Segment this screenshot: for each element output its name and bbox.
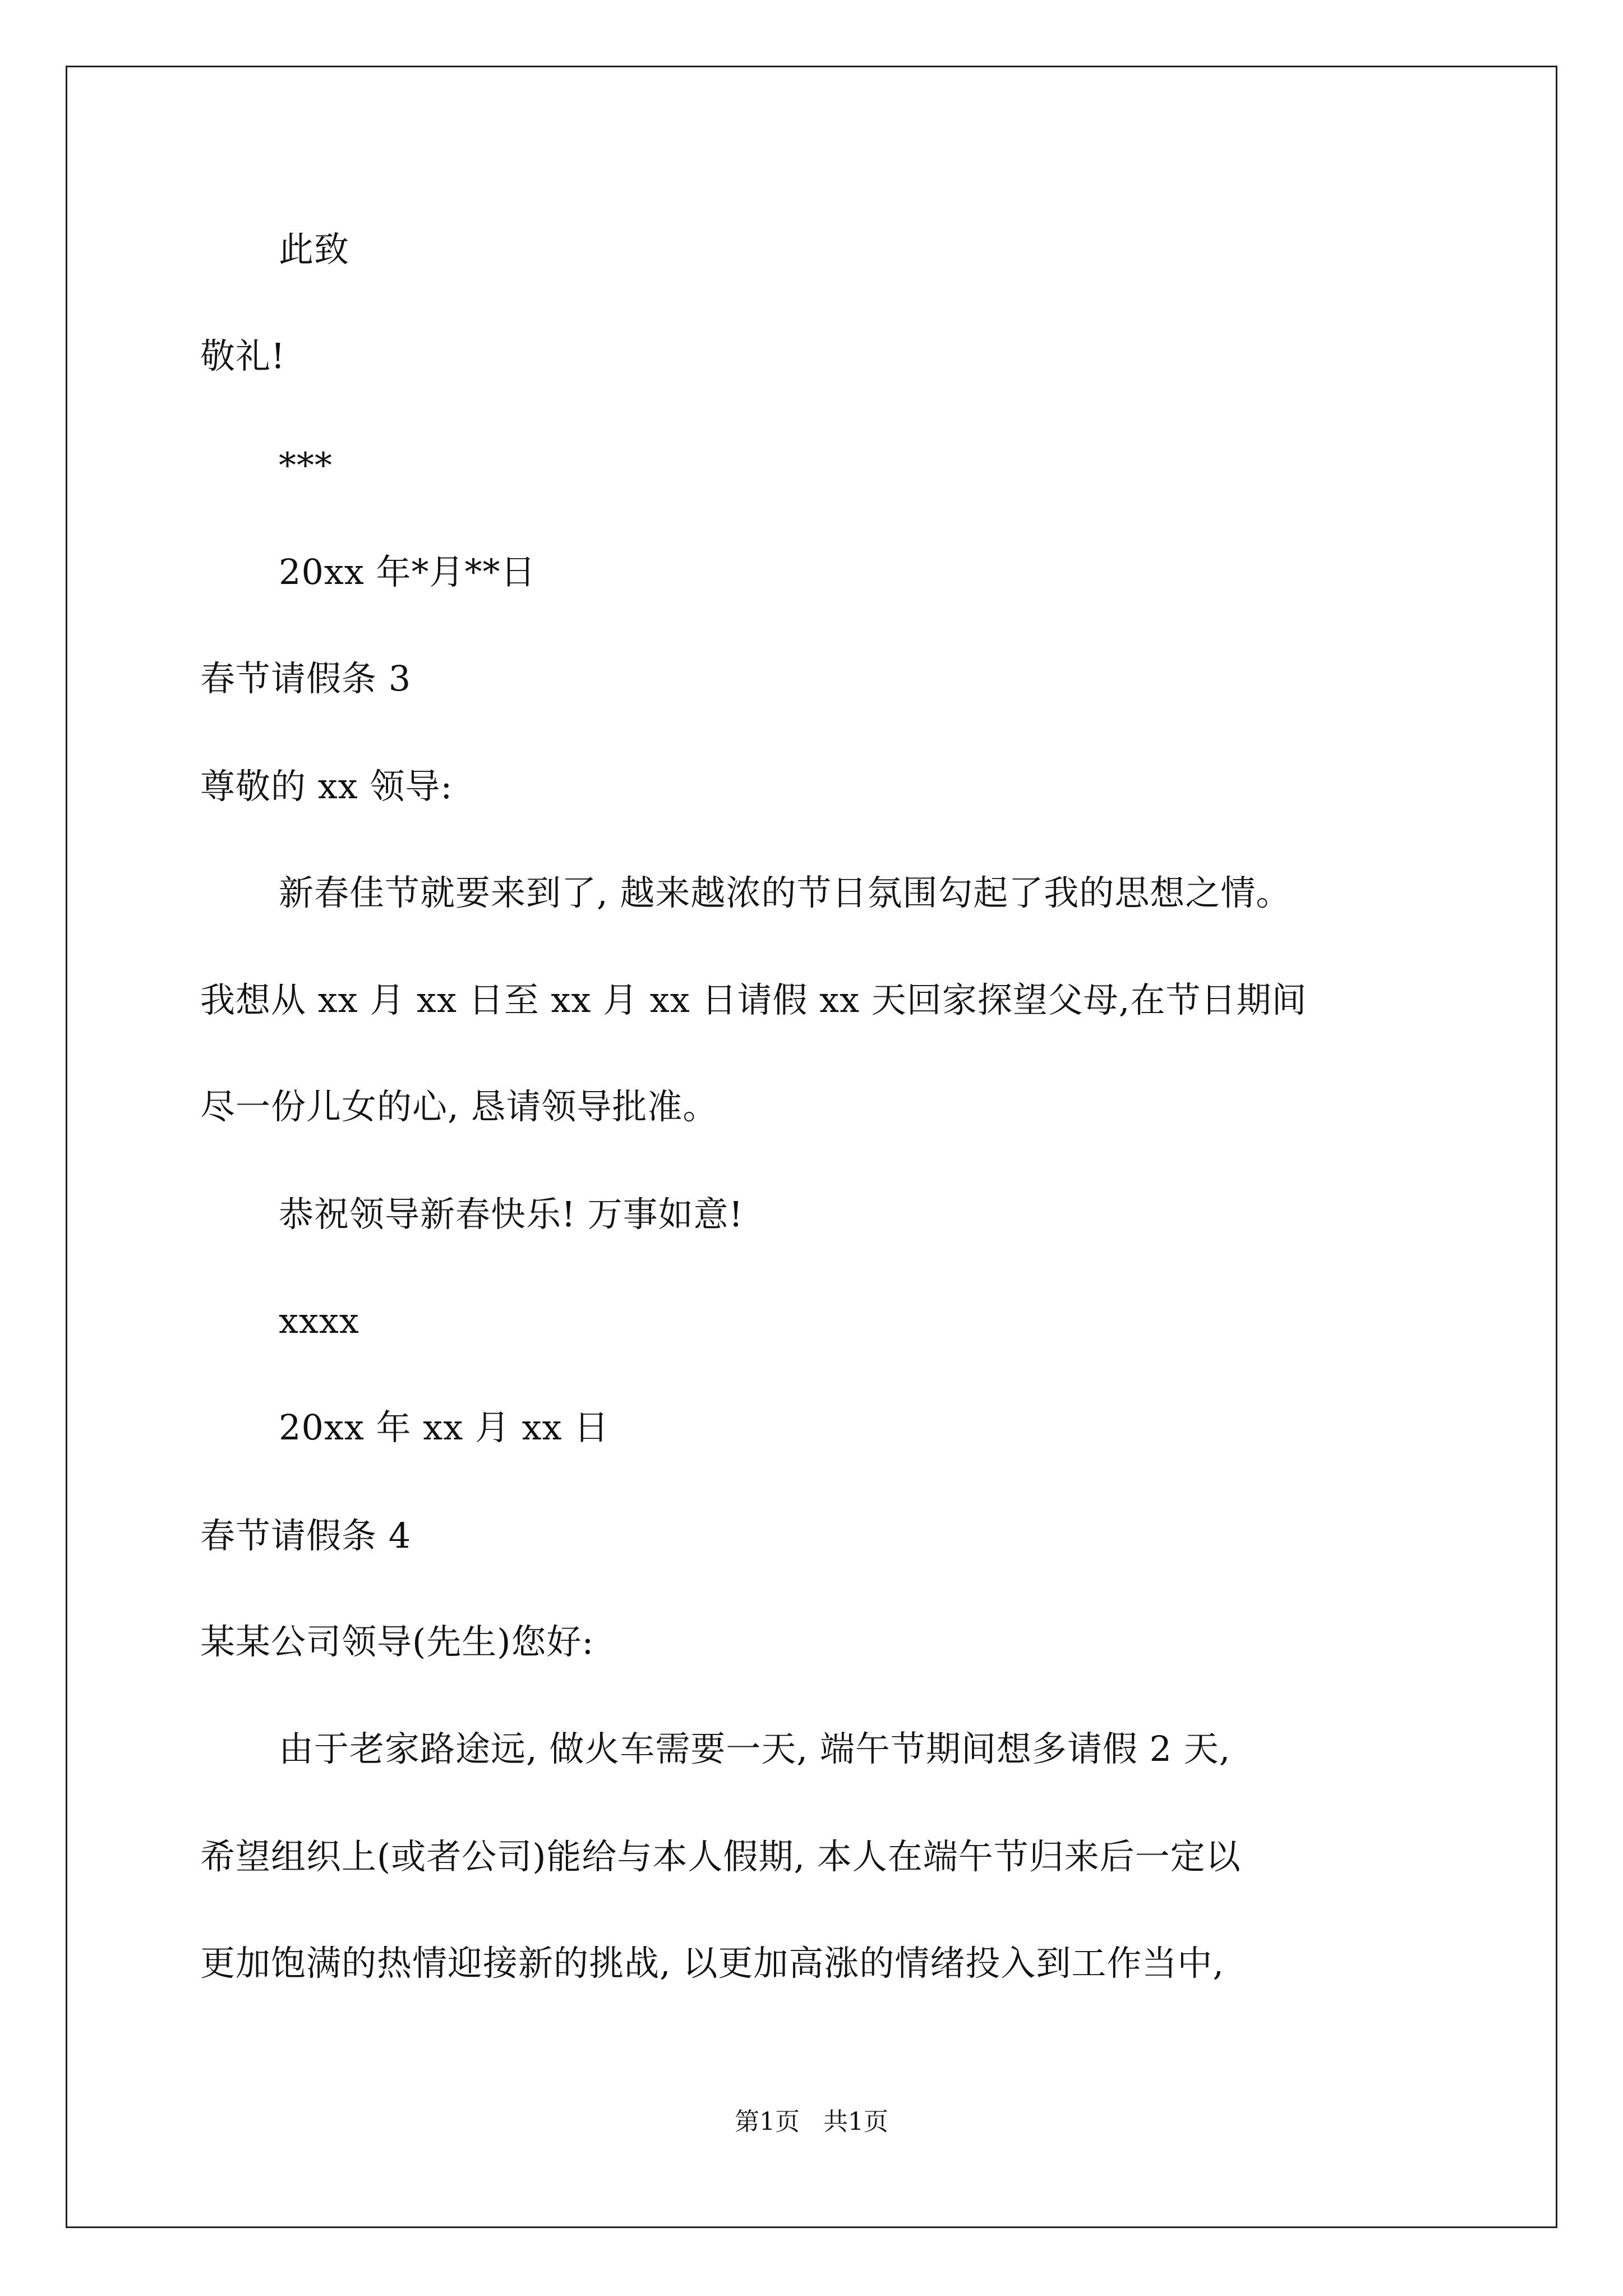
page-footer: 第1页 共1页 [735, 2108, 888, 2136]
date-line: 20xx 年 xx 月 xx 日 [279, 1407, 610, 1448]
paragraph-line: 我想从 xx 月 xx 日至 xx 月 xx 日请假 xx 天回家探望父母,在节日期间 [200, 979, 1307, 1020]
date-line: 20xx 年*月**日 [279, 551, 536, 592]
paragraph-line: 由于老家路途远, 做火车需要一天, 端午节期间想多请假 2 天, [279, 1728, 1231, 1769]
page-border [66, 66, 1557, 2228]
signature-line: xxxx [279, 1300, 359, 1341]
paragraph-line: 尽一份儿女的心, 恳请领导批准。 [200, 1086, 718, 1127]
signature-line: *** [279, 445, 333, 486]
greeting-line: 某某公司领导(先生)您好: [200, 1621, 594, 1662]
section-heading: 春节请假条 3 [200, 658, 412, 699]
paragraph-line: 希望组织上(或者公司)能给与本人假期, 本人在端午节归来后一定以 [200, 1836, 1241, 1877]
section-heading: 春节请假条 4 [200, 1515, 412, 1556]
paragraph-line: 更加饱满的热情迎接新的挑战, 以更加高涨的情绪投入到工作当中, [200, 1943, 1225, 1984]
wishes-line: 恭祝领导新春快乐! 万事如意! [279, 1194, 744, 1235]
greeting-line: 尊敬的 xx 领导: [200, 766, 453, 807]
salutation-line: 敬礼! [200, 335, 285, 376]
paragraph-line: 新春佳节就要来到了, 越来越浓的节日氛围勾起了我的思想之情。 [279, 872, 1292, 913]
closing-line: 此致 [279, 229, 350, 270]
